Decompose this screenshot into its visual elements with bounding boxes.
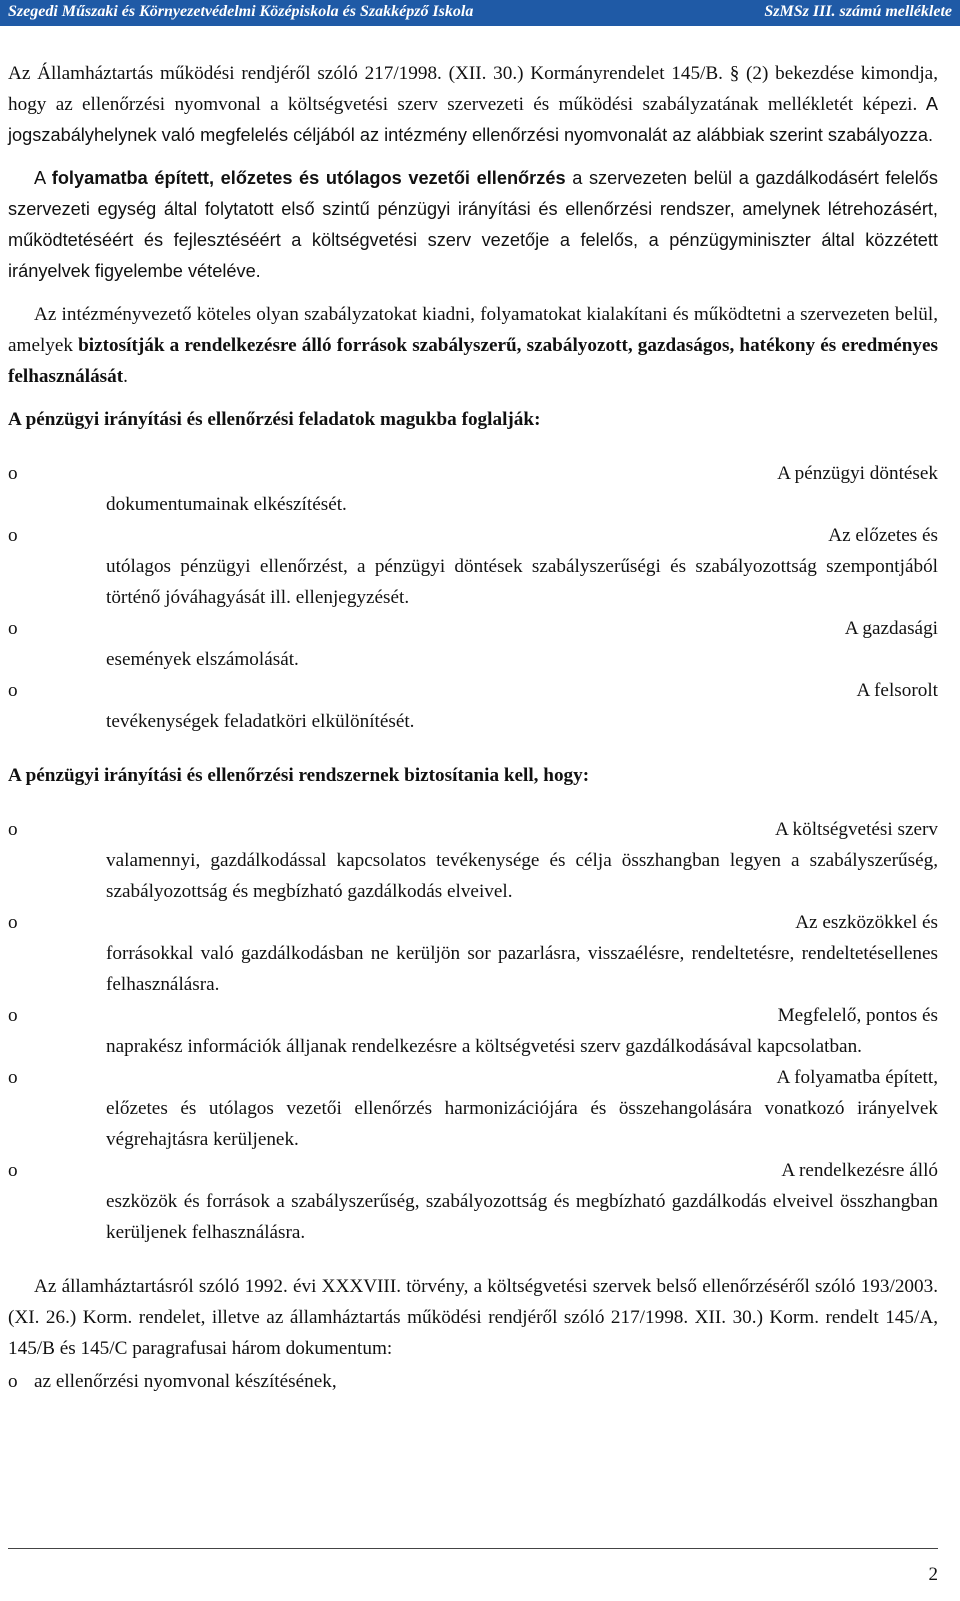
list-item-lead: Megfelelő, pontos és (777, 1005, 938, 1026)
list-item-lead: A költségvetési szerv (774, 819, 938, 840)
control-definition-paragraph (8, 163, 938, 287)
list-item-lead: A felsorolt (856, 680, 938, 701)
director-duty-start: Az intézményvezető köteles olyan szabályzatokat kiadni, folyamatokat kialakítani és működtetni a szervezeten belül, amelyek (8, 304, 938, 356)
header-annex-suffix: melléklete (881, 3, 952, 20)
list-item (8, 1062, 938, 1155)
list-item-text: naprakész információk álljanak rendelkezésre a költségvetési szerv gazdálkodásával kapcsolatban. (106, 1036, 862, 1057)
list-item-lead: A rendelkezésre álló (781, 1160, 938, 1181)
closing-paragraph: Az államháztartásról szóló 1992. évi XXXVIII. törvény, a költségvetési szervek belső ellenőrzéséről szóló 193/2003.(XI. 26.) Korm. rendelet, illetve az államháztartás működési rendjéről szóló 217/1998. XII. 30.) Korm. rendelt 145/A, 145/B és 145/C paragrafusai három dokumentum: (8, 1276, 938, 1359)
bullet-icon: o (8, 1160, 18, 1181)
director-duty-paragraph (8, 299, 938, 392)
list-item (8, 613, 938, 675)
header-annex-label (764, 3, 952, 21)
list-item-text: tevékenységek feladatköri elkülönítését. (106, 711, 415, 732)
page-header (0, 0, 960, 26)
bullet-icon: o (8, 1067, 18, 1088)
bullet-icon: o (8, 525, 18, 546)
closing-list-item-text: az ellenőrzési nyomvonal készítésének, (34, 1371, 337, 1392)
intro-part-2: A jogszabályhelynek való megfelelés céljából az intézmény ellenőrzési nyomvonalát az alábbiak szerint szabályozza. (8, 94, 938, 145)
closing-list-item (8, 1366, 938, 1397)
bullet-icon: o (8, 1005, 18, 1026)
list-item-text: utólagos pénzügyi ellenőrzést, a pénzügyi döntések szabályszerűségi és szabályozottság szempontjából történő jóváhagyását ill. ellenjegyzését. (106, 556, 938, 608)
header-annex-prefix: SzMSz (764, 3, 813, 20)
list-item-text: események elszámolását. (106, 649, 299, 670)
list-item-lead: A folyamatba épített, (776, 1067, 938, 1088)
list-item-lead: A gazdasági (844, 618, 938, 639)
bullet-icon: o (8, 463, 18, 484)
list-item-lead: Az eszközökkel és (795, 912, 938, 933)
list-item-text: forrásokkal való gazdálkodásban ne kerüljön sor pazarlásra, visszaélésre, rendeltetésre, rendeltetésellenes felhasználásra. (106, 943, 938, 995)
section-1-list (8, 458, 938, 737)
list-item-text: eszközök és források a szabályszerűség, szabályozottság és megbízható gazdálkodás elveivel összhangban kerüljenek felhasználásra. (106, 1191, 938, 1243)
section-2-list (8, 814, 938, 1248)
list-item (8, 1000, 938, 1062)
document-body (8, 58, 938, 1397)
control-definition-bold: folyamatba épített, előzetes és utólagos vezetői ellenőrzés (51, 168, 566, 188)
section-1-heading: A pénzügyi irányítási és ellenőrzési feladatok magukba foglalják: (8, 409, 541, 430)
control-definition-start: A (34, 168, 52, 188)
intro-paragraph (8, 58, 938, 151)
footer-divider (8, 1548, 938, 1549)
bullet-icon: o (8, 819, 18, 840)
section-2-heading: A pénzügyi irányítási és ellenőrzési rendszernek biztosítania kell, hogy: (8, 765, 590, 786)
list-item-lead: A pénzügyi döntések (777, 463, 938, 484)
list-item (8, 907, 938, 1000)
director-duty-end: . (123, 366, 128, 387)
list-item-text: dokumentumainak elkészítését. (106, 494, 347, 515)
page-number: 2 (928, 1564, 938, 1585)
intro-part-1: Az Államháztartás működési rendjéről szóló 217/1998. (XII. 30.) Kormányrendelet 145/B. § (2) bekezdése kimondja, hogy az ellenőrzési nyomvonal a költségvetési szerv szervezeti és működési szabályzatának mellékletét képezi. (8, 63, 938, 115)
header-school-name: Szegedi Műszaki és Környezetvédelmi Középiskola és Szakképző Iskola (8, 3, 474, 20)
control-definition-rest: a szervezeten belül a gazdálkodásért felelős szervezeti egység által folytatott első szintű pénzügyi irányítási és ellenőrzési rendszer, amelynek létrehozásért, működtetéséért és fejlesztéséért a költségvetési szerv vezetője a felelős, a pénzügyminiszter által közzétett irányelvek figyelembe vételéve. (8, 168, 938, 281)
header-annex-number: III. számú (812, 3, 882, 20)
list-item (8, 458, 938, 520)
bullet-icon: o (8, 680, 18, 701)
list-item-text: előzetes és utólagos vezetői ellenőrzés harmonizációjára és összehangolására vonatkozó irányelvek végrehajtásra kerüljenek. (106, 1098, 938, 1150)
list-item (8, 1155, 938, 1248)
list-item (8, 814, 938, 907)
list-item (8, 675, 938, 737)
bullet-icon: o (8, 1371, 18, 1392)
bullet-icon: o (8, 618, 18, 639)
director-duty-bold: biztosítják a rendelkezésre álló források szabályszerű, szabályozott, gazdaságos, hatékony és eredményes felhasználását (8, 335, 938, 387)
list-item-lead: Az előzetes és (828, 525, 938, 546)
bullet-icon: o (8, 912, 18, 933)
list-item (8, 520, 938, 613)
list-item-text: valamennyi, gazdálkodással kapcsolatos tevékenysége és célja összhangban legyen a szabályszerűség, szabályozottság és megbízható gazdálkodás elveivel. (106, 850, 938, 902)
